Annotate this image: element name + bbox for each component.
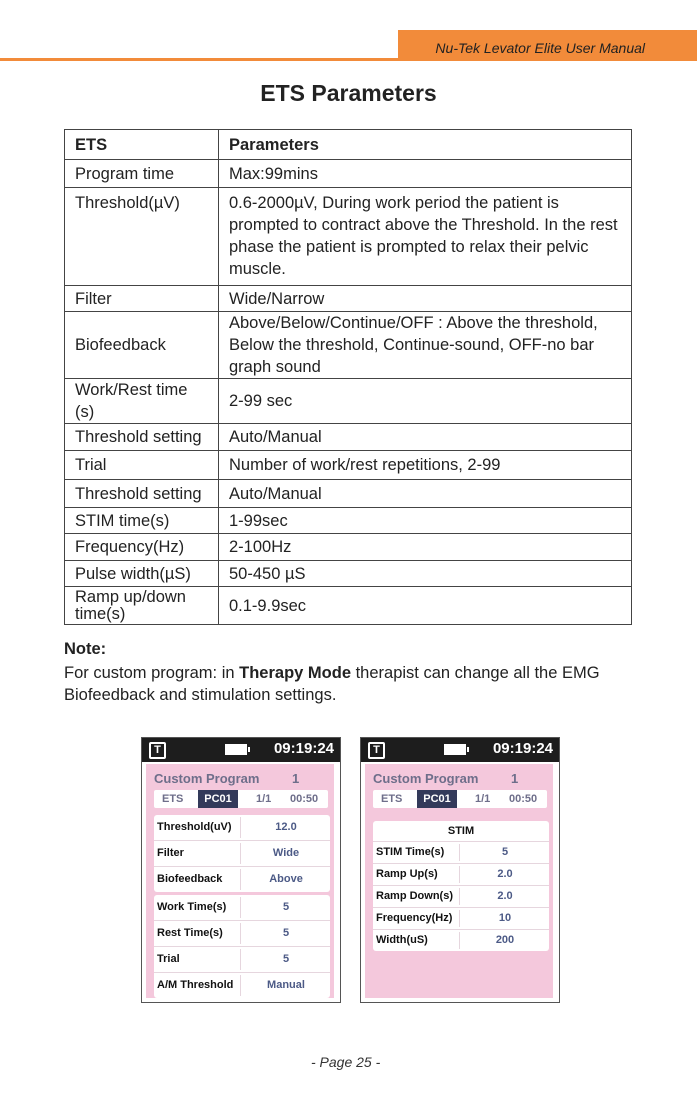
program-code: PC01 (417, 790, 457, 808)
table-cell: Work/Rest time (s) (65, 379, 219, 424)
table-cell: 1-99sec (219, 508, 632, 534)
table-row (65, 188, 632, 286)
mode-label: ETS (162, 793, 184, 805)
setting-value: 5 (282, 953, 290, 965)
setting-row[interactable] (154, 947, 330, 973)
program-code: PC01 (198, 790, 238, 808)
step-count: 1/1 (256, 793, 272, 805)
setting-value: 5 (282, 927, 290, 939)
table-cell: 2-100Hz (219, 534, 632, 561)
table-row (65, 480, 632, 508)
setting-row[interactable] (154, 895, 330, 921)
table-row (65, 286, 632, 312)
table-cell: 2-99 sec (219, 379, 632, 424)
table-row (65, 312, 632, 379)
table-row (65, 451, 632, 480)
table-cell: STIM time(s) (65, 508, 219, 534)
device-screen-ets (141, 737, 341, 1003)
therapy-mode-icon: T (149, 742, 166, 759)
setting-value: 12.0 (275, 821, 297, 833)
page-number: - Page 25 - (311, 1054, 381, 1070)
note-heading: Note: (64, 640, 107, 658)
table-header: Parameters (219, 130, 632, 160)
setting-value: 5 (282, 901, 290, 913)
table-row (65, 508, 632, 534)
setting-label: Ramp Down(s) (376, 890, 453, 902)
program-number: 1 (292, 771, 300, 786)
table-cell: 0.6-2000µV, During work period the patient is prompted to contract above the Threshold. In the rest phase the patient is prompted to relax their pelvic muscle. (219, 188, 632, 286)
table-header: ETS (65, 130, 219, 160)
table-cell: Threshold(µV) (65, 188, 219, 286)
program-name: Custom Program (373, 771, 479, 786)
table-cell: Ramp up/down time(s) (65, 587, 219, 625)
status-bar (142, 738, 340, 762)
setting-row[interactable] (373, 842, 549, 864)
setting-label: A/M Threshold (157, 979, 234, 991)
table-cell: 50-450 µS (219, 561, 632, 587)
table-cell: 0.1-9.9sec (219, 587, 632, 625)
table-row (65, 160, 632, 188)
setting-label: Frequency(Hz) (376, 912, 453, 924)
setting-row[interactable] (373, 908, 549, 930)
setting-row[interactable] (373, 930, 549, 951)
setting-row[interactable] (154, 867, 330, 892)
table-cell: Max:99mins (219, 160, 632, 188)
setting-label: Trial (157, 953, 180, 965)
program-info-bar (154, 790, 328, 808)
header-line (0, 58, 697, 61)
setting-value: Wide (272, 847, 300, 859)
table-row (65, 587, 632, 625)
setting-label: Ramp Up(s) (376, 868, 438, 880)
program-number: 1 (511, 771, 519, 786)
battery-icon (225, 744, 247, 755)
table-row (65, 534, 632, 561)
table-row (65, 379, 632, 424)
note-suffix: therapist can change all the EMG Biofeedback and stimulation settings. (64, 664, 600, 704)
device-screen-stim (360, 737, 560, 1003)
setting-row[interactable] (373, 864, 549, 886)
stim-title-row (373, 821, 549, 842)
setting-label: Filter (157, 847, 184, 859)
setting-value: 200 (495, 934, 515, 946)
table-cell: Wide/Narrow (219, 286, 632, 312)
clock: 09:19:24 (492, 740, 553, 757)
setting-value: Above (269, 873, 303, 885)
setting-row[interactable] (154, 973, 330, 998)
setting-value: 5 (501, 846, 509, 858)
setting-row[interactable] (154, 815, 330, 841)
table-cell: Auto/Manual (219, 424, 632, 451)
therapy-mode-icon: T (368, 742, 385, 759)
program-info-bar (373, 790, 547, 808)
table-cell: Above/Below/Continue/OFF : Above the threshold, Below the threshold, Continue-sound, OFF-no bar graph sound (219, 312, 632, 379)
program-name: Custom Program (154, 771, 260, 786)
table-cell: Biofeedback (65, 312, 219, 379)
duration: 00:50 (509, 793, 538, 805)
table-cell: Trial (65, 451, 219, 480)
duration: 00:50 (290, 793, 319, 805)
table-cell: Threshold setting (65, 480, 219, 508)
note-text (64, 662, 654, 706)
setting-row[interactable] (154, 921, 330, 947)
manual-title: Nu-Tek Levator Elite User Manual (435, 40, 645, 56)
clock: 09:19:24 (273, 740, 334, 757)
battery-icon (444, 744, 466, 755)
table-cell: Program time (65, 160, 219, 188)
setting-value: 10 (498, 912, 512, 924)
setting-row[interactable] (373, 886, 549, 908)
table-row (65, 561, 632, 587)
setting-value: 2.0 (497, 868, 513, 880)
setting-label: Threshold(uV) (157, 821, 232, 833)
setting-label: Width(uS) (376, 934, 428, 946)
table-cell: Number of work/rest repetitions, 2-99 (219, 451, 632, 480)
table-header-row (65, 130, 632, 160)
note-prefix: For custom program: in (64, 664, 240, 682)
setting-row[interactable] (154, 841, 330, 867)
table-cell: Frequency(Hz) (65, 534, 219, 561)
setting-label: Biofeedback (157, 873, 223, 885)
ets-parameters-table (64, 129, 632, 625)
table-cell: Threshold setting (65, 424, 219, 451)
table-row (65, 424, 632, 451)
stim-settings-panel (373, 821, 549, 951)
table-cell: Pulse width(µS) (65, 561, 219, 587)
setting-label: Rest Time(s) (157, 927, 223, 939)
setting-value: Manual (267, 979, 305, 991)
work-rest-panel (154, 895, 330, 998)
table-cell: Auto/Manual (219, 480, 632, 508)
table-cell: Filter (65, 286, 219, 312)
note-bold: Therapy Mode (239, 664, 351, 682)
status-bar (361, 738, 559, 762)
mode-label: ETS (381, 793, 403, 805)
setting-label: Work Time(s) (157, 901, 227, 913)
page-title: ETS Parameters (260, 80, 437, 106)
setting-label: STIM Time(s) (376, 846, 445, 858)
setting-value: 2.0 (497, 890, 513, 902)
stim-title: STIM (447, 825, 475, 837)
emg-settings-panel (154, 815, 330, 892)
step-count: 1/1 (475, 793, 491, 805)
